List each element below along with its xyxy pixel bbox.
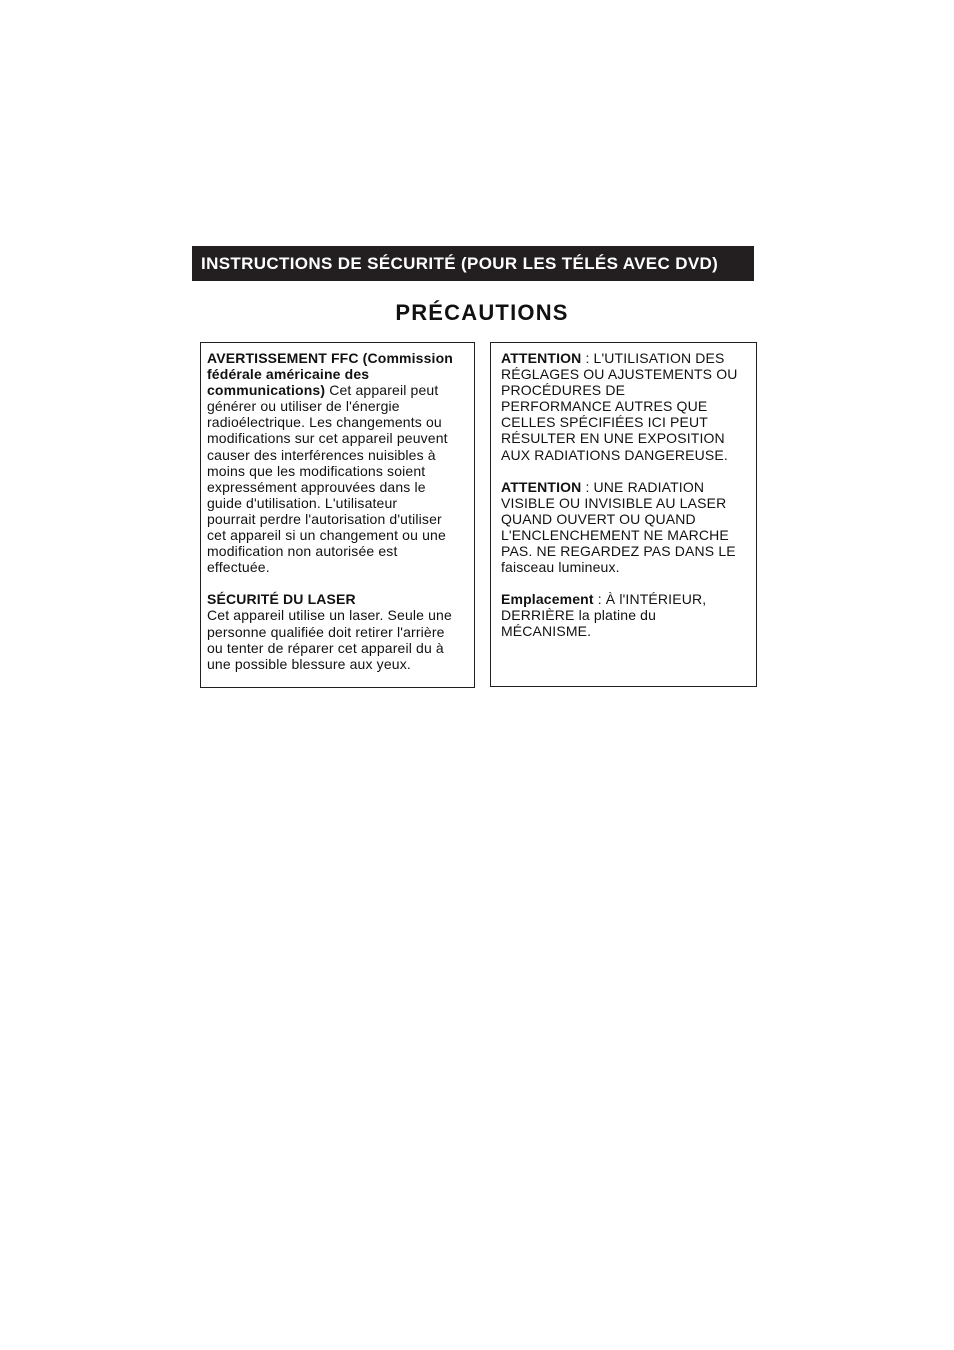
fcc-text-line: pourrait perdre l'autorisation d'utiliser xyxy=(207,510,442,527)
laser-safety-paragraph xyxy=(207,591,474,671)
section-banner xyxy=(192,246,754,281)
attention-text-line: AUX RADIATIONS DANGEREUSE. xyxy=(501,446,728,463)
page-title: PRÉCAUTIONS xyxy=(395,300,569,325)
laser-text-line: une possible blessure aux yeux. xyxy=(207,655,411,672)
attention-text-line: L'ENCLENCHEMENT NE MARCHE xyxy=(501,526,729,543)
laser-text-line: Cet appareil utilise un laser. Seule une xyxy=(207,607,452,624)
attention-text-line: faisceau lumineux. xyxy=(501,559,620,576)
attention-adjustments-paragraph xyxy=(501,350,756,463)
location-text-line: DERRIÈRE la platine du xyxy=(501,607,657,624)
attention-text-line: QUAND OUVERT OU QUAND xyxy=(501,510,696,527)
attention-text-line: CELLES SPÉCIFIÉES ICI PEUT xyxy=(501,414,708,431)
attention-label: ATTENTION xyxy=(501,350,582,366)
fcc-text-line: modifications sur cet appareil peuvent xyxy=(207,430,448,447)
attention-text-line: : L'UTILISATION DES xyxy=(581,350,725,366)
location-label: Emplacement xyxy=(501,591,594,608)
fcc-text-line: modification non autorisée est xyxy=(207,543,398,560)
fcc-laser-box xyxy=(200,342,475,688)
fcc-text-line: effectuée. xyxy=(207,559,270,576)
attention-text-line: RÉSULTER EN UNE EXPOSITION xyxy=(501,430,725,447)
attention-mixed-line xyxy=(501,479,756,495)
fcc-text-line: générer ou utiliser de l'énergie xyxy=(207,398,400,415)
fcc-warning-paragraph xyxy=(207,350,474,575)
attention-radiation-paragraph xyxy=(501,479,756,576)
laser-text-line: personne qualifiée doit retirer l'arrière xyxy=(207,623,445,640)
laser-text-line: ou tenter de réparer cet appareil du à xyxy=(207,639,444,656)
attention-text-line: : UNE RADIATION xyxy=(581,478,705,495)
fcc-text-line: causer des interférences nuisibles à xyxy=(207,446,436,463)
fcc-text-line: cet appareil si un changement ou une xyxy=(207,527,446,544)
attention-label: ATTENTION xyxy=(501,478,582,495)
fcc-mixed-line xyxy=(207,382,474,398)
fcc-text-line: expressément approuvées dans le xyxy=(207,478,426,495)
location-mixed-line xyxy=(501,591,756,607)
laser-heading: SÉCURITÉ DU LASER xyxy=(207,591,356,608)
fcc-text-line: moins que les modifications soient xyxy=(207,462,426,479)
attention-text-line: VISIBLE OU INVISIBLE AU LASER xyxy=(501,494,727,511)
fcc-text-line: radioélectrique. Les changements ou xyxy=(207,414,442,431)
location-paragraph xyxy=(501,591,756,639)
attention-box xyxy=(490,342,757,687)
section-banner-text: INSTRUCTIONS DE SÉCURITÉ (POUR LES TÉLÉS AVEC DVD) xyxy=(201,253,719,273)
location-text-line: MÉCANISME. xyxy=(501,623,592,640)
fcc-text-line: Cet appareil peut xyxy=(325,382,439,399)
fcc-heading-line: fédérale américaine des xyxy=(207,366,370,383)
fcc-text-line: guide d'utilisation. L'utilisateur xyxy=(207,494,398,511)
attention-text-line: RÉGLAGES OU AJUSTEMENTS OU xyxy=(501,366,738,383)
attention-mixed-line xyxy=(501,350,756,366)
fcc-heading-line: communications) xyxy=(207,382,326,399)
attention-text-line: PROCÉDURES DE xyxy=(501,382,626,399)
fcc-heading-line: AVERTISSEMENT FFC (Commission xyxy=(207,350,453,366)
attention-text-line: PAS. NE REGARDEZ PAS DANS LE xyxy=(501,543,736,560)
location-text-line: : À l'INTÉRIEUR, xyxy=(593,591,707,608)
attention-text-line: PERFORMANCE AUTRES QUE xyxy=(501,398,708,415)
